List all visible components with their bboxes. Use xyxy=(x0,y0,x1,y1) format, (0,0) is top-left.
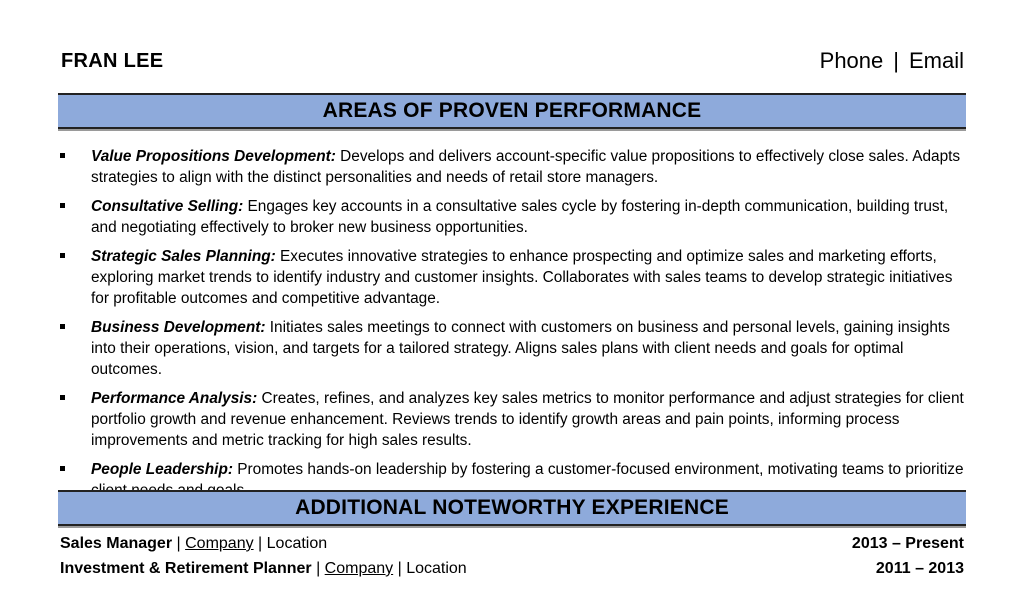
bullet-icon xyxy=(60,324,65,329)
job-dates: 2011 – 2013 xyxy=(875,560,964,577)
contact-separator: | xyxy=(893,48,899,73)
field-separator: | xyxy=(172,535,186,552)
field-separator: | xyxy=(311,560,325,577)
bullet-text: Promotes hands-on leadership by fostering a customer-focused environment, motivating teams to prioritize xyxy=(237,461,964,478)
list-item xyxy=(60,317,965,380)
job-location: Location xyxy=(406,560,467,577)
bullet-text: Executes innovative strategies to enhance prospecting and optimize sales and marketing efforts, exploring market trends to identify industry and customer insights. Collaborates with sales teams to develop strategic initiatives for profitable outcomes and competitive advantage. xyxy=(91,248,953,307)
bullet-icon xyxy=(60,203,65,208)
bullet-text: Initiates sales meetings to connect with customers on business and personal levels, gaining insights into their operations, vision, and targets for a tailored strategy. Aligns sales plans with client needs and goals for optimal outcomes. xyxy=(91,319,950,378)
section-header-performance xyxy=(58,93,966,129)
bullet-text: Engages key accounts in a consultative sales cycle by fostering in-depth communication, building trust, and negotiating effectively to broker new business opportunities. xyxy=(91,198,949,236)
bullet-term: Consultative Selling: xyxy=(91,198,244,215)
contact-info xyxy=(820,48,964,74)
list-item xyxy=(60,388,965,451)
bullet-text: Creates, refines, and analyzes key sales metrics to monitor performance and adjust strategies for client portfolio growth and revenue enhancement. Reviews trends to identify growth areas and pain points, informing process improvements and metric tracking for high sales results. xyxy=(91,390,964,449)
experience-row xyxy=(60,560,964,578)
field-separator: | xyxy=(393,560,407,577)
field-separator: | xyxy=(253,535,267,552)
section-title-performance: AREAS OF PROVEN PERFORMANCE xyxy=(322,99,702,122)
company-link[interactable]: Company xyxy=(324,560,394,577)
job-title: Sales Manager xyxy=(60,535,173,552)
performance-list xyxy=(60,146,965,509)
experience-details xyxy=(60,535,327,553)
experience-details xyxy=(60,560,467,578)
bullet-icon xyxy=(60,466,65,471)
bullet-term: Performance Analysis: xyxy=(91,390,258,407)
list-item xyxy=(60,246,965,309)
phone-label: Phone xyxy=(819,48,884,73)
bullet-icon xyxy=(60,395,65,400)
bullet-term: Value Propositions Development: xyxy=(91,148,336,165)
section-header-experience xyxy=(58,490,966,526)
job-location: Location xyxy=(266,535,328,552)
section-title-experience: ADDITIONAL NOTEWORTHY EXPERIENCE xyxy=(295,496,729,519)
bullet-icon xyxy=(60,253,65,258)
company-link[interactable]: Company xyxy=(185,535,254,552)
job-title: Investment & Retirement Planner xyxy=(60,560,312,577)
bullet-icon xyxy=(60,153,65,158)
experience-row xyxy=(60,535,964,553)
bullet-term: Strategic Sales Planning: xyxy=(91,248,276,265)
email-label: Email xyxy=(908,48,964,73)
list-item xyxy=(60,196,965,238)
job-dates: 2013 – Present xyxy=(851,535,964,552)
bullet-term: Business Development: xyxy=(91,319,266,336)
bullet-text: Develops and delivers account-specific value propositions to effectively close sales. Adapts strategies to align with the distinct personalities and needs of retail store managers. xyxy=(91,148,961,186)
bullet-term: People Leadership: xyxy=(91,461,233,478)
list-item xyxy=(60,146,965,188)
resume-name: FRAN LEE xyxy=(61,50,164,72)
